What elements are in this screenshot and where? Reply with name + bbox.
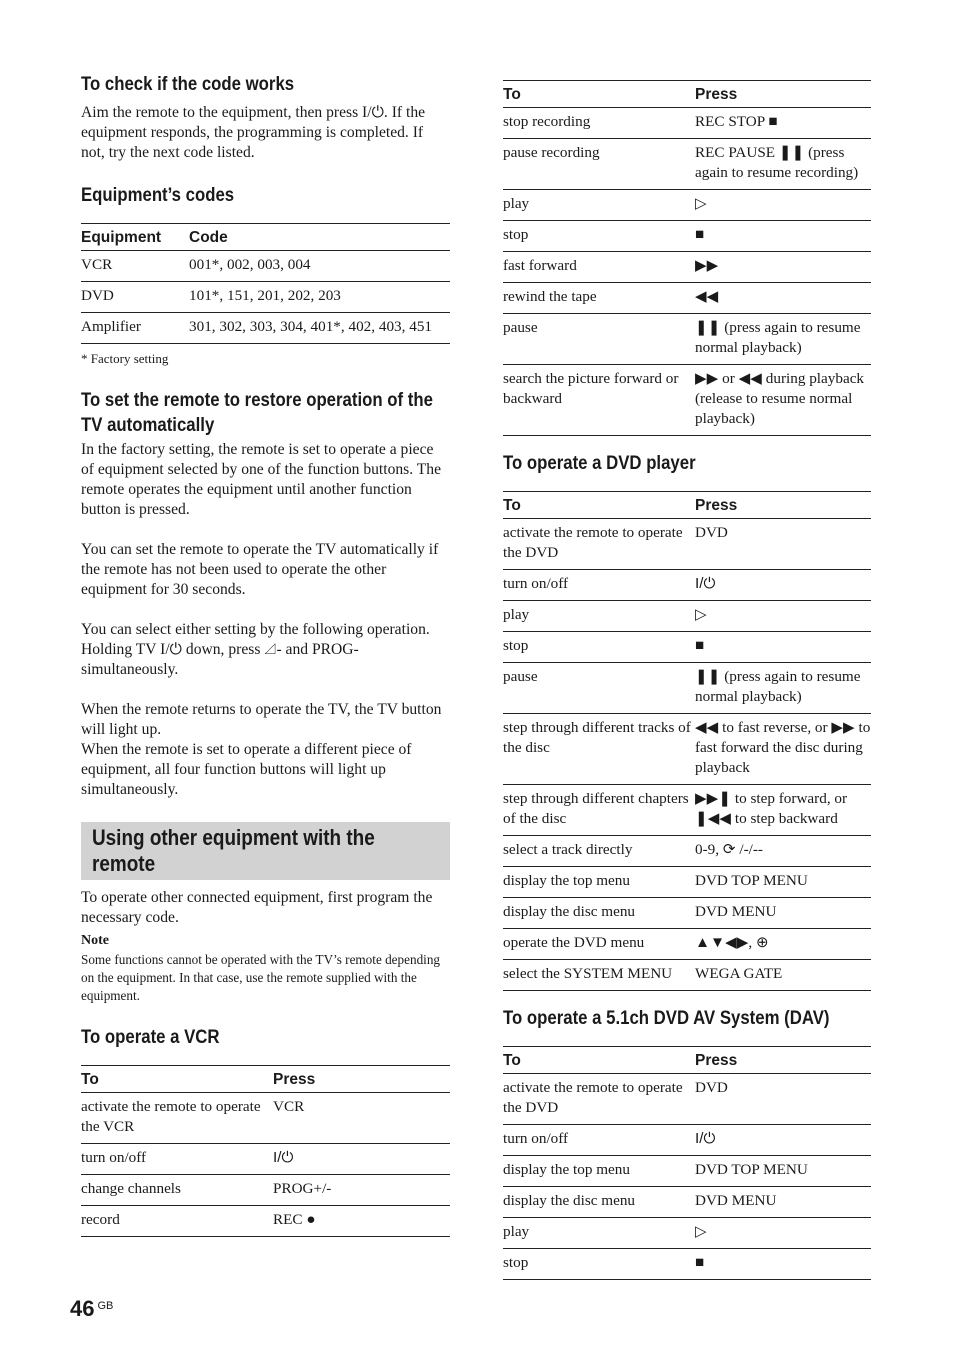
table-cell: pause [503, 314, 695, 365]
table-cell: REC PAUSE ❚❚ (press again to resume recording) [695, 139, 871, 190]
restore-paragraph-2: You can set the remote to operate the TV automatically if the remote has not been used to operate the other equipment for 30 seconds. [81, 541, 439, 598]
column-header: To [503, 492, 695, 519]
table-cell: REC ● [273, 1206, 450, 1237]
table-header-row [503, 492, 871, 519]
page-number [70, 1296, 113, 1322]
rewind-icon: ◀◀ [695, 283, 871, 314]
equipment-codes-heading: Equipment’s codes [81, 184, 235, 206]
table-cell: 0-9, ⟳ /-/-- [695, 836, 871, 867]
table-row [503, 785, 871, 836]
table-cell: DVD MENU [695, 898, 871, 929]
table-row [503, 632, 871, 663]
restore-tv-heading: To set the remote to restore operation of the TV automatically [81, 389, 433, 436]
table-cell: play [503, 190, 695, 221]
region-code: GB [97, 1300, 114, 1312]
stop-icon: ■ [695, 221, 871, 252]
table-cell: DVD [695, 519, 871, 570]
column-header: To [503, 1047, 695, 1074]
table-cell: turn on/off [503, 1125, 695, 1156]
arrow-keys-icon: ▲▼◀▶, ⊕ [695, 929, 871, 960]
dav-heading: To operate a 5.1ch DVD AV System (DAV) [503, 1007, 830, 1029]
play-icon: ▷ [695, 1218, 871, 1249]
vcr-heading: To operate a VCR [81, 1026, 220, 1048]
table-cell: DVD TOP MENU [695, 1156, 871, 1187]
table-header-row [503, 1047, 871, 1074]
table-cell: stop [503, 632, 695, 663]
table-row [503, 108, 871, 139]
stop-icon: ■ [695, 1249, 871, 1280]
table-cell: ▶▶ or ◀◀ during playback (release to resume normal playback) [695, 365, 871, 436]
dav-table [503, 1046, 871, 1280]
check-code-heading: To check if the code works [81, 73, 295, 95]
table-row [503, 1074, 871, 1125]
table-cell: turn on/off [503, 570, 695, 601]
table-cell: step through different tracks of the disc [503, 714, 695, 785]
column-header: Press [695, 1047, 871, 1074]
table-cell: 301, 302, 303, 304, 401*, 402, 403, 451 [189, 313, 450, 344]
table-cell: activate the remote to operate the VCR [81, 1093, 273, 1144]
table-row [503, 139, 871, 190]
table-cell: stop [503, 221, 695, 252]
table-cell: pause [503, 663, 695, 714]
table-row [81, 251, 450, 282]
table-cell: record [81, 1206, 273, 1237]
column-header: Press [273, 1066, 450, 1093]
table-row [503, 867, 871, 898]
column-header: Press [695, 81, 871, 108]
table-row [503, 960, 871, 991]
column-header: To [81, 1066, 273, 1093]
table-cell: ❚❚ (press again to resume normal playback) [695, 663, 871, 714]
dvd-table [503, 491, 871, 991]
table-header-row [81, 224, 450, 251]
table-cell: display the top menu [503, 1156, 695, 1187]
table-cell: display the disc menu [503, 1187, 695, 1218]
table-cell: VCR [81, 251, 189, 282]
table-cell: ▶▶❚ to step forward, or ❚◀◀ to step backward [695, 785, 871, 836]
table-row [503, 1156, 871, 1187]
table-cell: VCR [273, 1093, 450, 1144]
column-header: To [503, 81, 695, 108]
table-cell: ◀◀ to fast reverse, or ▶▶ to fast forward the disc during playback [695, 714, 871, 785]
banner-title: Using other equipment with the remote [92, 825, 375, 876]
play-icon: ▷ [695, 601, 871, 632]
fast-forward-icon: ▶▶ [695, 252, 871, 283]
table-header-row [81, 1066, 450, 1093]
page-number-value: 46 [70, 1296, 95, 1321]
restore-paragraph-4a: When the remote returns to operate the TV, the TV button will light up. [81, 701, 442, 738]
table-cell: display the top menu [503, 867, 695, 898]
table-cell: step through different chapters of the disc [503, 785, 695, 836]
column-header: Code [189, 224, 450, 251]
table-row [503, 190, 871, 221]
restore-paragraph-3a: You can select either setting by the following operation. [81, 621, 430, 638]
table-cell: DVD [81, 282, 189, 313]
table-row [81, 1206, 450, 1237]
dvd-heading: To operate a DVD player [503, 452, 696, 474]
stop-icon: ■ [695, 632, 871, 663]
equipment-codes-table [81, 223, 450, 344]
right-column [503, 80, 871, 1280]
vcr-continued-table [503, 80, 871, 436]
table-cell: operate the DVD menu [503, 929, 695, 960]
table-cell: display the disc menu [503, 898, 695, 929]
table-row [503, 252, 871, 283]
table-row [81, 1175, 450, 1206]
table-row [81, 1093, 450, 1144]
table-cell: DVD MENU [695, 1187, 871, 1218]
power-button-icon: I/⏻ [695, 1125, 871, 1156]
note-text: Some functions cannot be operated with the TV’s remote depending on the equipment. In that case, use the remote supplied with the equipment. [81, 952, 441, 1003]
power-button-icon: I/⏻ [695, 570, 871, 601]
factory-setting-footnote: * Factory setting [81, 351, 169, 366]
table-header-row [503, 81, 871, 108]
table-row [503, 221, 871, 252]
column-header: Press [695, 492, 871, 519]
table-row [503, 1218, 871, 1249]
table-row [503, 663, 871, 714]
table-row [503, 283, 871, 314]
table-cell: Amplifier [81, 313, 189, 344]
column-header: Equipment [81, 224, 189, 251]
table-row [503, 365, 871, 436]
table-row [503, 601, 871, 632]
table-row [503, 1249, 871, 1280]
table-row [503, 314, 871, 365]
other-equipment-text: To operate other connected equipment, first program the necessary code. [81, 889, 433, 926]
table-row [503, 1125, 871, 1156]
table-cell: 101*, 151, 201, 202, 203 [189, 282, 450, 313]
table-row [503, 836, 871, 867]
table-cell: DVD TOP MENU [695, 867, 871, 898]
table-cell: rewind the tape [503, 283, 695, 314]
table-row [81, 1144, 450, 1175]
section-banner [81, 822, 450, 880]
table-cell: select a track directly [503, 836, 695, 867]
table-cell: change channels [81, 1175, 273, 1206]
table-cell: search the picture forward or backward [503, 365, 695, 436]
table-cell: PROG+/- [273, 1175, 450, 1206]
table-cell: REC STOP ■ [695, 108, 871, 139]
restore-paragraph-3b: Holding TV I/⏻ down, press ◿- and PROG- simultaneously. [81, 641, 359, 678]
table-cell: pause recording [503, 139, 695, 190]
note-label: Note [81, 933, 109, 948]
table-cell: play [503, 1218, 695, 1249]
table-row [503, 898, 871, 929]
vcr-table [81, 1065, 450, 1237]
table-cell: activate the remote to operate the DVD [503, 1074, 695, 1125]
table-cell: 001*, 002, 003, 004 [189, 251, 450, 282]
power-button-icon: I/⏻ [273, 1144, 450, 1175]
restore-paragraph-1: In the factory setting, the remote is set to operate a piece of equipment selected by one of the function buttons. The remote operates the equipment until another function button is pressed. [81, 441, 442, 518]
table-row [81, 313, 450, 344]
table-cell: stop [503, 1249, 695, 1280]
check-code-text: Aim the remote to the equipment, then press I/⏻. If the equipment responds, the programming is completed. If not, try the next code listed. [81, 104, 426, 161]
table-row [503, 1187, 871, 1218]
table-cell: activate the remote to operate the DVD [503, 519, 695, 570]
play-icon: ▷ [695, 190, 871, 221]
table-cell: WEGA GATE [695, 960, 871, 991]
table-cell: stop recording [503, 108, 695, 139]
left-column [81, 72, 450, 1237]
table-cell: turn on/off [81, 1144, 273, 1175]
table-row [503, 714, 871, 785]
table-cell: ❚❚ (press again to resume normal playback) [695, 314, 871, 365]
table-cell: DVD [695, 1074, 871, 1125]
table-cell: fast forward [503, 252, 695, 283]
table-row [503, 570, 871, 601]
table-row [503, 519, 871, 570]
restore-paragraph-4b: When the remote is set to operate a different piece of equipment, all four function buttons will light up simultaneously. [81, 741, 412, 798]
table-cell: select the SYSTEM MENU [503, 960, 695, 991]
table-cell: play [503, 601, 695, 632]
table-row [503, 929, 871, 960]
table-row [81, 282, 450, 313]
